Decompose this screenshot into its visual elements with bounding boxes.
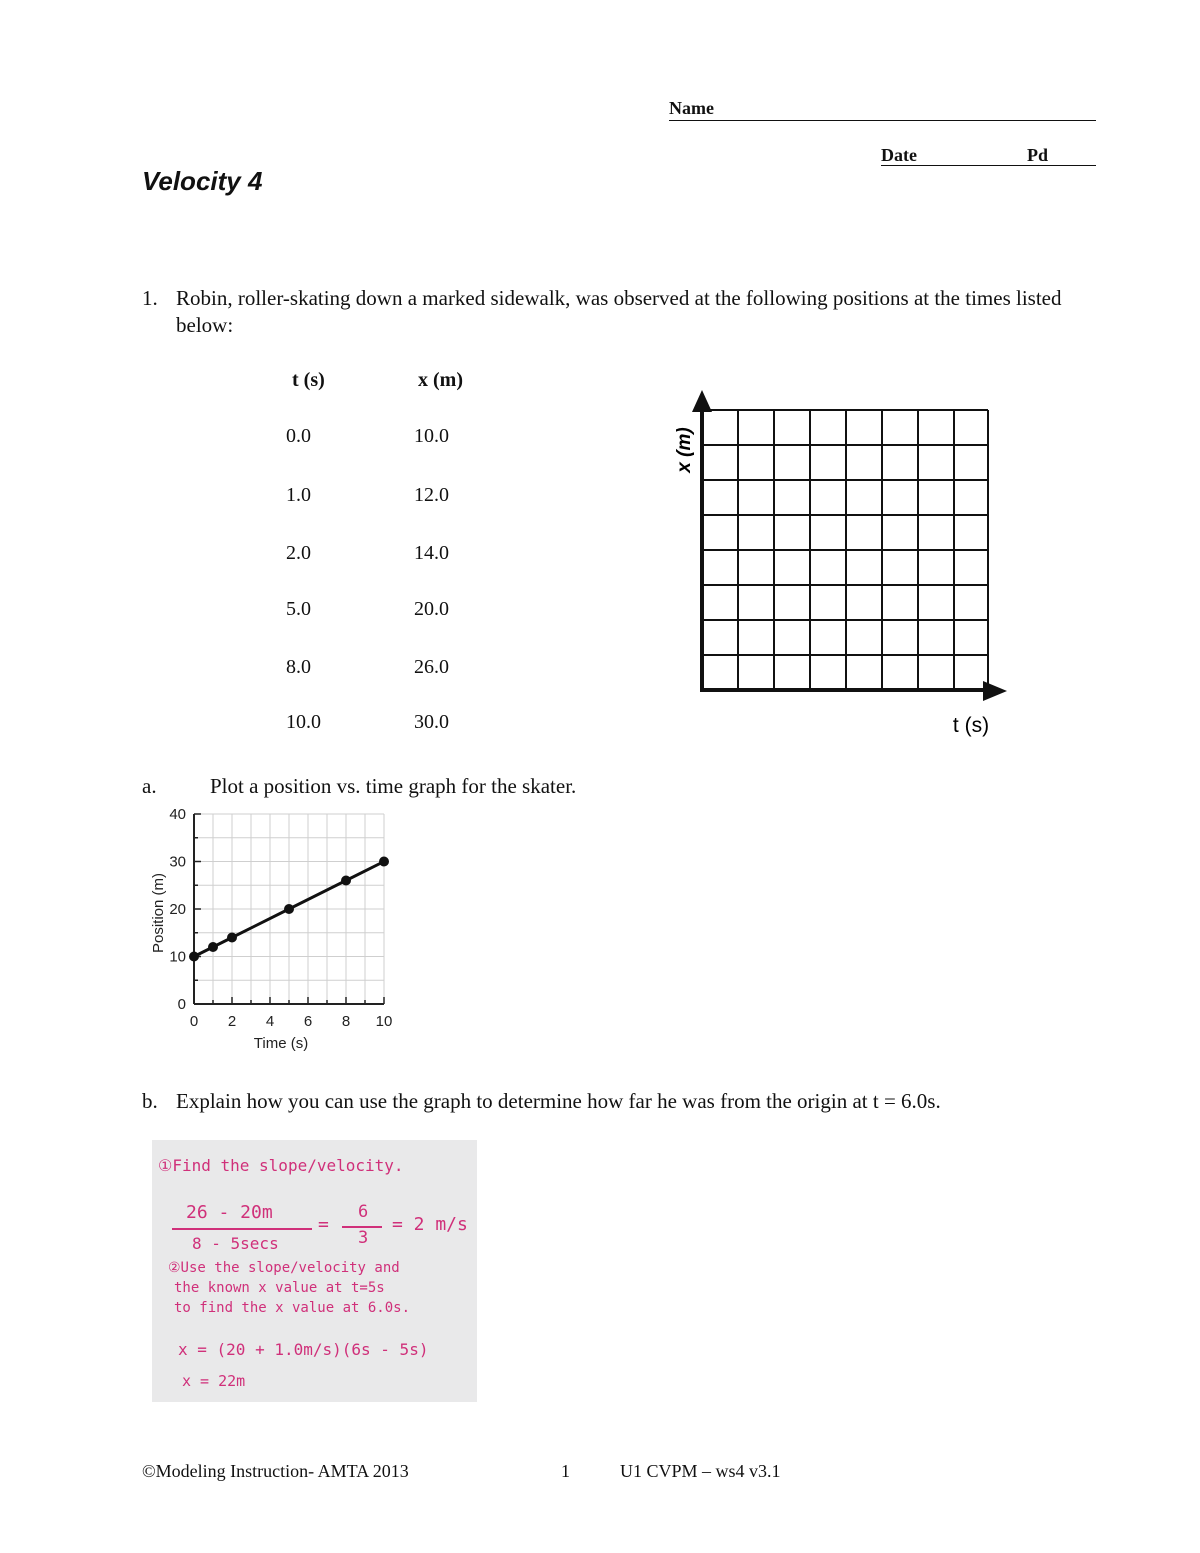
blank-grid-x-label: t (s) — [952, 714, 990, 737]
name-field[interactable] — [669, 98, 1096, 121]
chart-x-label: Time (s) — [253, 1035, 309, 1052]
data-point — [284, 904, 294, 914]
part-a — [142, 774, 577, 799]
y-tick-label: 20 — [169, 901, 186, 918]
table-cell: 14.0 — [414, 542, 449, 564]
table-cell: 20.0 — [414, 598, 449, 620]
hw-step2-line2: the known x value at t=5s — [174, 1280, 385, 1296]
part-a-label: a. — [142, 774, 157, 798]
data-point — [208, 942, 218, 952]
hw-equals: = — [318, 1214, 329, 1235]
date-label: Date — [881, 145, 917, 165]
table-cell: 26.0 — [414, 656, 449, 678]
data-point — [227, 933, 237, 943]
hw-eq2: x = 22m — [182, 1372, 246, 1390]
x-tick-label: 2 — [227, 1013, 237, 1030]
hw-step2-line3: to find the x value at 6.0s. — [174, 1300, 411, 1316]
hw-eq1: x = (20 + 1.0m/s)(6s - 5s) — [178, 1340, 429, 1359]
table-header-x: x (m) — [418, 369, 463, 391]
table-cell: 10.0 — [414, 425, 449, 447]
blank-graph-grid[interactable] — [660, 385, 1020, 745]
data-point — [189, 952, 199, 962]
hw-frac-den: 3 — [358, 1228, 369, 1248]
x-arrow-icon — [983, 681, 1007, 701]
question-number: 1. — [142, 286, 158, 310]
hw-fraction-bar — [172, 1228, 312, 1230]
hw-numerator: 26 - 20m — [186, 1202, 273, 1223]
table-cell: 8.0 — [286, 656, 311, 678]
table-header-t: t (s) — [292, 369, 325, 391]
chart-y-label: Position (m) — [150, 872, 167, 954]
handwritten-solution-photo — [152, 1140, 477, 1402]
hw-denominator: 8 - 5secs — [192, 1234, 279, 1253]
y-tick-label: 30 — [169, 853, 186, 871]
date-field[interactable] — [881, 145, 1096, 166]
y-tick-label: 10 — [169, 948, 186, 966]
table-cell: 5.0 — [286, 598, 311, 620]
x-tick-label: 6 — [303, 1013, 313, 1030]
y-arrow-icon — [692, 390, 712, 412]
x-tick-label: 10 — [375, 1013, 393, 1030]
table-cell: 1.0 — [286, 484, 311, 506]
x-tick-label: 4 — [265, 1013, 275, 1030]
hw-result: = 2 m/s — [392, 1214, 468, 1235]
question-text: Robin, roller-skating down a marked sidewalk, was observed at the following positions at the times listed below: — [176, 286, 1062, 337]
table-cell: 30.0 — [414, 711, 449, 733]
table-cell: 12.0 — [414, 484, 449, 506]
part-b-label: b. — [142, 1089, 158, 1113]
part-b-text: Explain how you can use the graph to determine how far he was from the origin at t = 6.0s. — [176, 1089, 941, 1113]
x-tick-label: 8 — [341, 1013, 351, 1030]
hw-frac-num: 6 — [358, 1202, 369, 1222]
data-point — [341, 876, 351, 886]
footer-doc-id: U1 CVPM – ws4 v3.1 — [620, 1461, 781, 1481]
hw-step2-line1: ②Use the slope/velocity and — [168, 1260, 400, 1276]
part-b — [142, 1089, 941, 1114]
page-title: Velocity 4 — [142, 166, 263, 196]
blank-grid-y-label: x (m) — [674, 427, 695, 473]
data-point — [379, 857, 389, 867]
part-a-text: Plot a position vs. time graph for the skater. — [210, 774, 577, 798]
x-tick-label: 0 — [189, 1013, 199, 1030]
footer-copyright: ©Modeling Instruction- AMTA 2013 — [142, 1461, 409, 1481]
y-tick-label: 40 — [169, 806, 186, 823]
table-cell: 10.0 — [286, 711, 321, 733]
hw-step1: ①Find the slope/velocity. — [158, 1156, 404, 1175]
name-label: Name — [669, 98, 714, 118]
footer-page-number: 1 — [561, 1461, 570, 1481]
table-cell: 0.0 — [286, 425, 311, 447]
pd-label: Pd — [1027, 145, 1049, 165]
position-time-chart — [140, 800, 410, 1055]
table-cell: 2.0 — [286, 542, 311, 564]
y-tick-label: 0 — [177, 996, 186, 1013]
